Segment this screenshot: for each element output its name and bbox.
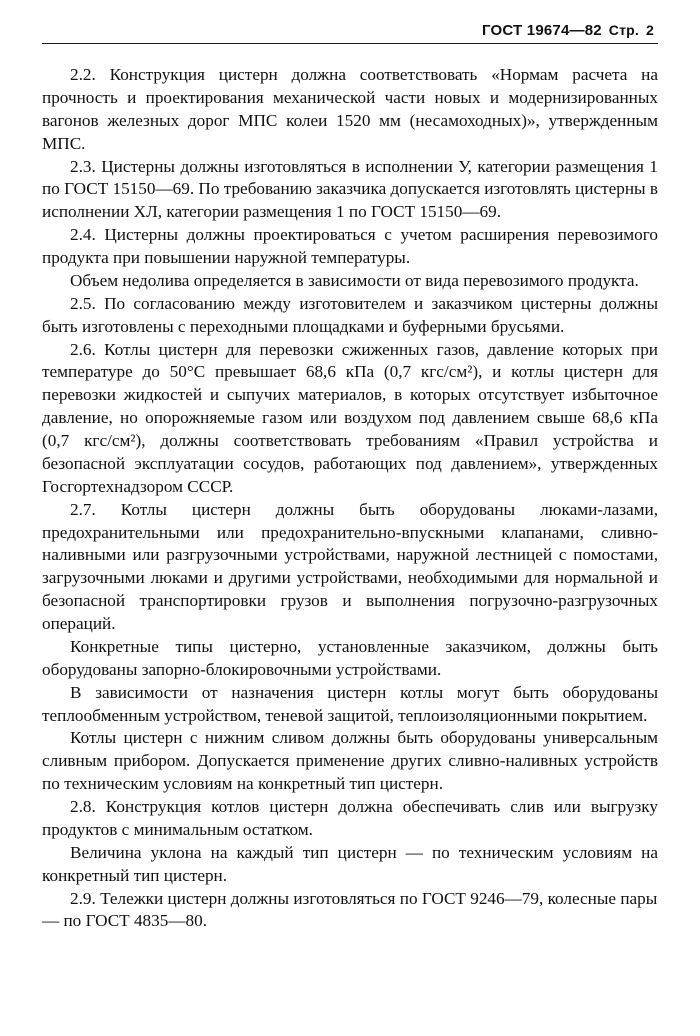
page-number: 2: [646, 22, 654, 38]
paragraph: 2.4. Цистерны должны проектироваться с учетом расширения перевозимого продукта при повышении наружной температуры.: [42, 225, 658, 267]
paragraph: 2.7. Котлы цистерн должны быть оборудованы люками-лазами, предохранительными или предохранительно-впускными клапанами, сливно-наливными или разгрузочными устройствами, наружной лестницей с помостами, загрузочными люками и другими устройствами, необходимыми для нормальной и безопасной транспортировки грузов и выполнения погрузочно-разгрузочных операций.: [42, 499, 658, 633]
paragraph: 2.5. По согласованию между изготовителем и заказчиком цистерны должны быть изготовлены с переходными площадками и буферными брусьями.: [42, 293, 658, 336]
paragraph: В зависимости от назначения цистерн котлы могут быть оборудованы теплообменным устройством, теневой защитой, теплоизоляционными покрытием.: [42, 682, 658, 725]
page-header: [42, 22, 658, 39]
header-divider: [42, 43, 658, 44]
paragraph: 2.3. Цистерны должны изготовляться в исполнении У, категории размещения 1 по ГОСТ 15150—69. По требованию заказчика допускается изготовлять цистерны в исполнении ХЛ, категории размещения 1 по ГОСТ 15150—69.: [42, 156, 658, 222]
standard-designation: ГОСТ 19674—82: [482, 22, 602, 39]
paragraph: 2.9. Тележки цистерн должны изготовляться по ГОСТ 9246—79, колесные пары — по ГОСТ 4835—80.: [42, 888, 658, 931]
document-body: [42, 64, 658, 933]
page-label: Стр.: [608, 22, 639, 38]
paragraph: 2.8. Конструкция котлов цистерн должна обеспечивать слив или выгрузку продуктов с минимальным остатком.: [42, 797, 658, 839]
paragraph: Конкретные типы цистерно, установленные заказчиком, должны быть оборудованы запорно-блокировочными устройствами.: [42, 636, 658, 679]
paragraph: 2.2. Конструкция цистерн должна соответствовать «Нормам расчета на прочность и проектирования механической части новых и модернизированных вагонов железных дорог МПС колеи 1520 мм (несамоходных)», утвержденным МПС.: [42, 65, 658, 153]
paragraph: 2.6. Котлы цистерн для перевозки сжиженных газов, давление которых при температуре до 50°С превышает 68,6 кПа (0,7 кгс/см²), и котлы цистерн для перевозки жидкостей и сыпучих материалов, в которых отсутствует избыточное давление, но опорожняемые газом или воздухом под давлением свыше 68,6 кПа (0,7 кгс/см²), должны соответствовать требованиям «Правил устройства и безопасной эксплуатации сосудов, работающих под давлением», утвержденных Госгортехнадзором СССР.: [42, 339, 658, 496]
paragraph: Объем недолива определяется в зависимости от вида перевозимого продукта.: [70, 270, 639, 290]
paragraph: Котлы цистерн с нижним сливом должны быть оборудованы универсальным сливным прибором. Допускается применение других сливно-наливных устройств по техническим условиям на конкретный тип цистерн.: [42, 728, 658, 794]
paragraph: Величина уклона на каждый тип цистерн — по техническим условиям на конкретный тип цистерн.: [42, 842, 658, 885]
